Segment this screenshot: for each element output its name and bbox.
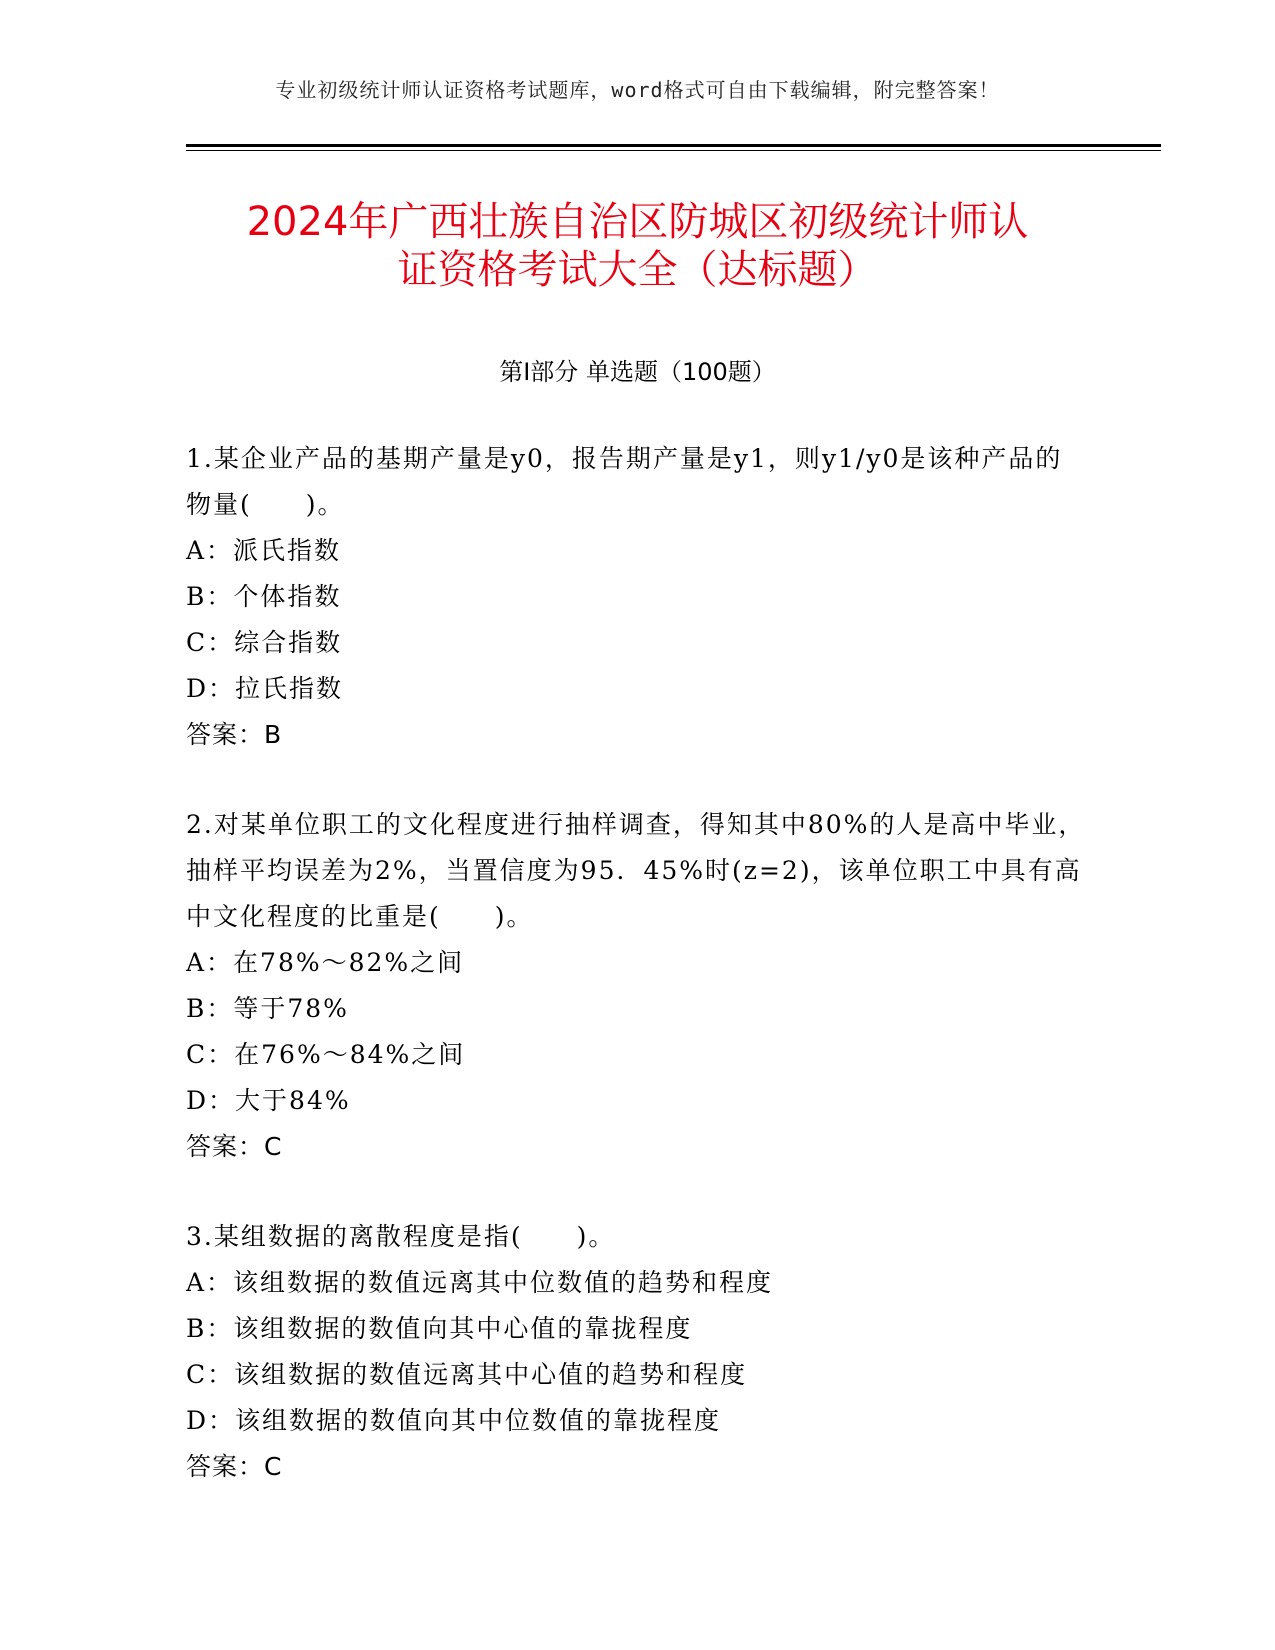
question-list [186, 436, 1086, 1534]
option-a: A：派氏指数 [186, 536, 342, 565]
option-c: C：该组数据的数值远离其中心值的趋势和程度 [186, 1360, 748, 1389]
question-2 [186, 802, 1086, 1170]
option-b: B：等于78% [186, 994, 349, 1023]
option-a: A：在78%～82%之间 [186, 948, 465, 977]
page-header: 专业初级统计师认证资格考试题库，word格式可自由下载编辑，附完整答案！ [275, 78, 1000, 102]
option-d: D：该组数据的数值向其中位数值的靠拢程度 [186, 1406, 722, 1435]
header-divider-thin [186, 150, 1161, 151]
option-b: B：个体指数 [186, 582, 342, 611]
section-title: 第Ⅰ部分 单选题（100题） [499, 358, 776, 386]
option-d: D：拉氏指数 [186, 674, 344, 703]
option-d: D：大于84% [186, 1086, 351, 1115]
option-b: B：该组数据的数值向其中心值的靠拢程度 [186, 1314, 693, 1343]
answer: 答案：C [186, 1132, 283, 1161]
answer: 答案：C [186, 1452, 283, 1481]
header-divider-thick [186, 144, 1161, 147]
document-title-line-2: 证资格考试大全（达标题） [397, 247, 878, 293]
option-c: C：综合指数 [186, 628, 343, 657]
question-stem: 1.某企业产品的基期产量是y0，报告期产量是y1，则y1/y0是该种产品的物量( )。 [186, 444, 1063, 519]
question-1 [186, 436, 1086, 758]
question-stem: 3.某组数据的离散程度是指( )。 [186, 1222, 616, 1251]
answer: 答案：B [186, 720, 283, 749]
question-3 [186, 1214, 1086, 1490]
option-a: A：该组数据的数值远离其中位数值的趋势和程度 [186, 1268, 774, 1297]
document-title [0, 198, 1275, 294]
document-title-line-1: 2024年广西壮族自治区防城区初级统计师认 [246, 199, 1029, 245]
option-c: C：在76%～84%之间 [186, 1040, 466, 1069]
question-stem: 2.对某单位职工的文化程度进行抽样调查，得知其中80%的人是高中毕业，抽样平均误差为2%，当置信度为95．45%时(z=2)，该单位职工中具有高中文化程度的比重是( )。 [186, 810, 1086, 931]
